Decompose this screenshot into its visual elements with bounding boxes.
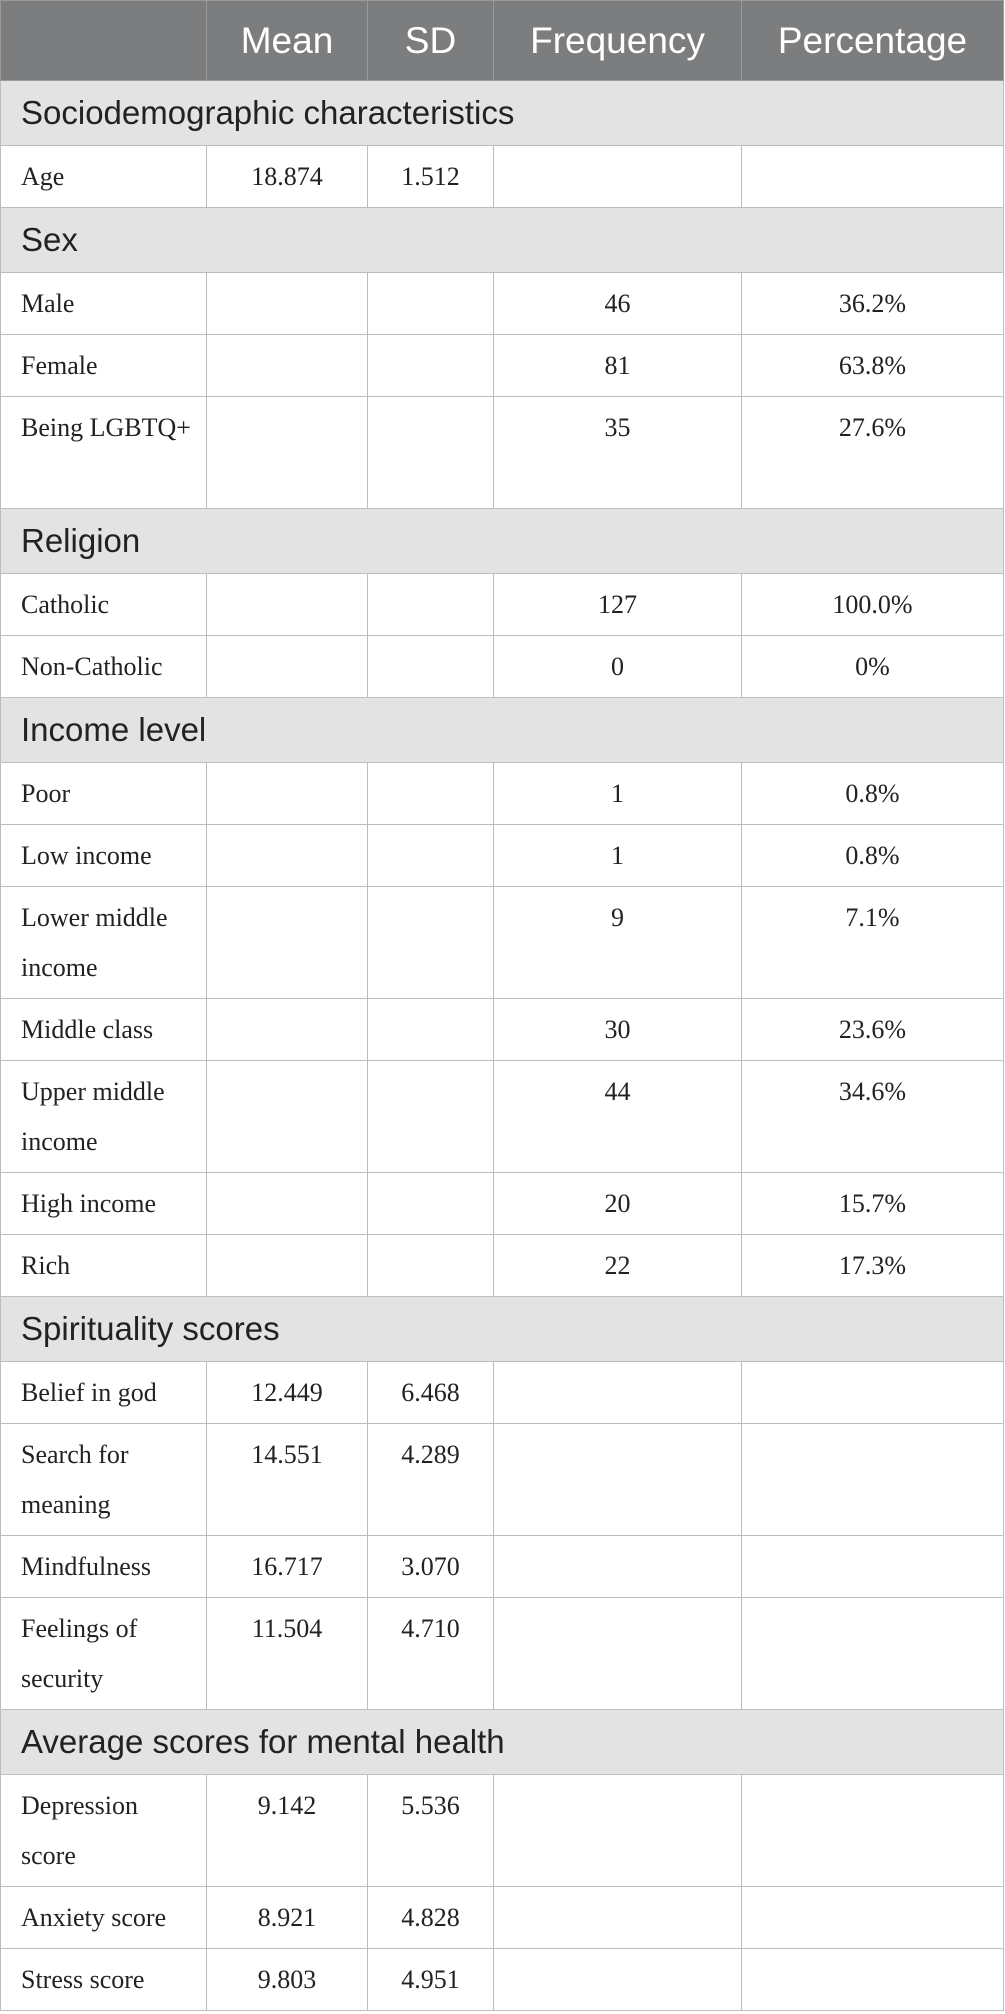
percentage-cell: 7.1%: [742, 887, 1004, 999]
frequency-cell: 46: [494, 273, 742, 335]
header-mean: Mean: [207, 1, 368, 81]
row-label: Female: [1, 335, 207, 397]
sd-cell: [368, 1061, 494, 1173]
mean-cell: [207, 763, 368, 825]
section-label: Income level: [1, 698, 1004, 763]
percentage-cell: 0.8%: [742, 763, 1004, 825]
mean-cell: [207, 999, 368, 1061]
row-label: Non-Catholic: [1, 636, 207, 698]
row-label: Poor: [1, 763, 207, 825]
row-label: Lower middle income: [1, 887, 207, 999]
percentage-cell: [742, 1362, 1004, 1424]
mean-cell: 14.551: [207, 1424, 368, 1536]
table-row: [1, 825, 1004, 887]
sd-cell: 1.512: [368, 146, 494, 208]
row-label: Middle class: [1, 999, 207, 1061]
header-percentage: Percentage: [742, 1, 1004, 81]
table-row: [1, 397, 1004, 509]
frequency-cell: 35: [494, 397, 742, 509]
row-label: Upper middle income: [1, 1061, 207, 1173]
table-row: [1, 999, 1004, 1061]
frequency-cell: [494, 1775, 742, 1887]
header-sd: SD: [368, 1, 494, 81]
row-label: Depression score: [1, 1775, 207, 1887]
percentage-cell: [742, 1598, 1004, 1710]
row-label: Age: [1, 146, 207, 208]
table-row: [1, 1775, 1004, 1887]
section-row: [1, 1710, 1004, 1775]
frequency-cell: 0: [494, 636, 742, 698]
section-label: Religion: [1, 509, 1004, 574]
mean-cell: [207, 1173, 368, 1235]
sd-cell: 6.468: [368, 1362, 494, 1424]
table-row: [1, 1887, 1004, 1949]
mean-cell: [207, 397, 368, 509]
sd-cell: [368, 335, 494, 397]
table-row: [1, 1949, 1004, 2011]
sd-cell: 5.536: [368, 1775, 494, 1887]
mean-cell: 11.504: [207, 1598, 368, 1710]
table-row: [1, 574, 1004, 636]
sd-cell: [368, 636, 494, 698]
frequency-cell: [494, 1362, 742, 1424]
sd-cell: 4.828: [368, 1887, 494, 1949]
frequency-cell: [494, 146, 742, 208]
table-row: [1, 1173, 1004, 1235]
section-label: Spirituality scores: [1, 1297, 1004, 1362]
sd-cell: [368, 825, 494, 887]
sd-cell: [368, 1173, 494, 1235]
section-row: [1, 698, 1004, 763]
row-label: Feelings of security: [1, 1598, 207, 1710]
percentage-cell: [742, 1949, 1004, 2011]
row-label: Mindfulness: [1, 1536, 207, 1598]
frequency-cell: [494, 1598, 742, 1710]
frequency-cell: 44: [494, 1061, 742, 1173]
mean-cell: [207, 335, 368, 397]
sd-cell: [368, 763, 494, 825]
header-row: [1, 1, 1004, 81]
mean-cell: 18.874: [207, 146, 368, 208]
mean-cell: [207, 574, 368, 636]
frequency-cell: [494, 1536, 742, 1598]
frequency-cell: 30: [494, 999, 742, 1061]
percentage-cell: 0.8%: [742, 825, 1004, 887]
header-frequency: Frequency: [494, 1, 742, 81]
section-label: Sociodemographic characteristics: [1, 81, 1004, 146]
frequency-cell: 1: [494, 763, 742, 825]
mean-cell: 9.142: [207, 1775, 368, 1887]
table-row: [1, 146, 1004, 208]
row-label: Anxiety score: [1, 1887, 207, 1949]
mean-cell: [207, 273, 368, 335]
mean-cell: [207, 825, 368, 887]
mean-cell: [207, 636, 368, 698]
sd-cell: [368, 1235, 494, 1297]
percentage-cell: [742, 1536, 1004, 1598]
table-row: [1, 1598, 1004, 1710]
sd-cell: 4.710: [368, 1598, 494, 1710]
frequency-cell: 9: [494, 887, 742, 999]
mean-cell: 8.921: [207, 1887, 368, 1949]
sd-cell: 3.070: [368, 1536, 494, 1598]
row-label: High income: [1, 1173, 207, 1235]
table-row: [1, 1536, 1004, 1598]
mean-cell: 9.803: [207, 1949, 368, 2011]
header-label-column: [1, 1, 207, 81]
mean-cell: [207, 887, 368, 999]
row-label: Being LGBTQ+: [1, 397, 207, 509]
section-label: Average scores for mental health: [1, 1710, 1004, 1775]
percentage-cell: 63.8%: [742, 335, 1004, 397]
percentage-cell: 23.6%: [742, 999, 1004, 1061]
section-row: [1, 81, 1004, 146]
table-row: [1, 335, 1004, 397]
percentage-cell: [742, 1775, 1004, 1887]
frequency-cell: [494, 1424, 742, 1536]
frequency-cell: 81: [494, 335, 742, 397]
percentage-cell: [742, 1424, 1004, 1536]
frequency-cell: 127: [494, 574, 742, 636]
row-label: Male: [1, 273, 207, 335]
section-row: [1, 1297, 1004, 1362]
mean-cell: 16.717: [207, 1536, 368, 1598]
table-row: [1, 1362, 1004, 1424]
percentage-cell: [742, 1887, 1004, 1949]
row-label: Low income: [1, 825, 207, 887]
percentage-cell: 34.6%: [742, 1061, 1004, 1173]
percentage-cell: 15.7%: [742, 1173, 1004, 1235]
sd-cell: [368, 574, 494, 636]
frequency-cell: [494, 1887, 742, 1949]
percentage-cell: 0%: [742, 636, 1004, 698]
section-row: [1, 509, 1004, 574]
row-label: Stress score: [1, 1949, 207, 2011]
row-label: Belief in god: [1, 1362, 207, 1424]
percentage-cell: 17.3%: [742, 1235, 1004, 1297]
frequency-cell: 1: [494, 825, 742, 887]
sd-cell: [368, 273, 494, 335]
table-body: [1, 81, 1004, 2011]
frequency-cell: 20: [494, 1173, 742, 1235]
mean-cell: [207, 1235, 368, 1297]
table-row: [1, 1424, 1004, 1536]
frequency-cell: [494, 1949, 742, 2011]
sd-cell: [368, 999, 494, 1061]
table-row: [1, 763, 1004, 825]
mean-cell: [207, 1061, 368, 1173]
section-label: Sex: [1, 208, 1004, 273]
table-row: [1, 887, 1004, 999]
frequency-cell: 22: [494, 1235, 742, 1297]
section-row: [1, 208, 1004, 273]
table-row: [1, 1061, 1004, 1173]
percentage-cell: 100.0%: [742, 574, 1004, 636]
table-row: [1, 1235, 1004, 1297]
row-label: Catholic: [1, 574, 207, 636]
percentage-cell: 27.6%: [742, 397, 1004, 509]
table-row: [1, 273, 1004, 335]
sd-cell: [368, 887, 494, 999]
percentage-cell: [742, 146, 1004, 208]
percentage-cell: 36.2%: [742, 273, 1004, 335]
row-label: Rich: [1, 1235, 207, 1297]
mean-cell: 12.449: [207, 1362, 368, 1424]
sd-cell: [368, 397, 494, 509]
sd-cell: 4.289: [368, 1424, 494, 1536]
row-label: Search for meaning: [1, 1424, 207, 1536]
table-row: [1, 636, 1004, 698]
sd-cell: 4.951: [368, 1949, 494, 2011]
